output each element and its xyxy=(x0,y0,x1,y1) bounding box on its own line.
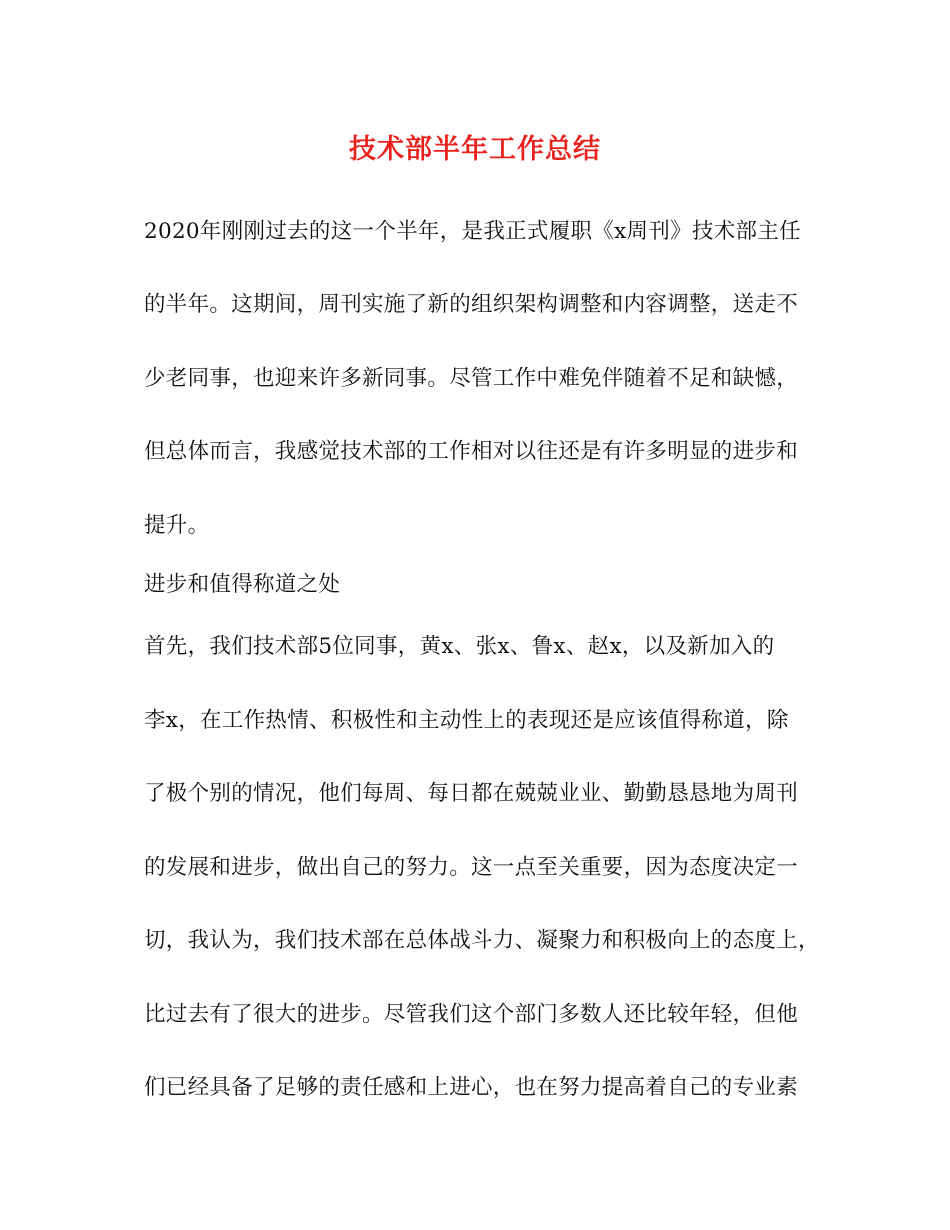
paragraph-2-line-4: 的发展和进步，做出自己的努力。这一点至关重要，因为态度决定一 xyxy=(144,855,799,880)
paragraph-1-line-4: 但总体而言，我感觉技术部的工作相对以往还是有许多明显的进步和 xyxy=(144,439,799,464)
paragraph-1-line-2: 的半年。这期间，周刊实施了新的组织架构调整和内容调整，送走不 xyxy=(144,292,799,317)
paragraph-2-line-6: 比过去有了很大的进步。尽管我们这个部门多数人还比较年轻，但他 xyxy=(144,1002,799,1027)
paragraph-1-line-1: 2020年刚刚过去的这一个半年，是我正式履职《x周刊》技术部主任 xyxy=(144,219,801,244)
paragraph-1-line-3: 少老同事，也迎来许多新同事。尽管工作中难免伴随着不足和缺憾， xyxy=(144,366,799,391)
paragraph-1-line-5: 提升。 xyxy=(144,513,210,538)
paragraph-2-line-5: 切，我认为，我们技术部在总体战斗力、凝聚力和积极向上的态度上， xyxy=(144,928,820,953)
paragraph-2-line-3: 了极个别的情况，他们每周、每日都在兢兢业业、勤勤恳恳地为周刊 xyxy=(144,781,799,806)
paragraph-2-line-1: 首先，我们技术部5位同事，黄x、张x、鲁x、赵x，以及新加入的 xyxy=(144,634,775,659)
section-heading: 进步和值得称道之处 xyxy=(144,572,341,597)
paragraph-2-line-2: 李x，在工作热情、积极性和主动性上的表现还是应该值得称道，除 xyxy=(144,708,789,733)
paragraph-2-line-7: 们已经具备了足够的责任感和上进心，也在努力提高着自己的专业素 xyxy=(144,1075,799,1100)
document-title: 技术部半年工作总结 xyxy=(349,134,601,165)
